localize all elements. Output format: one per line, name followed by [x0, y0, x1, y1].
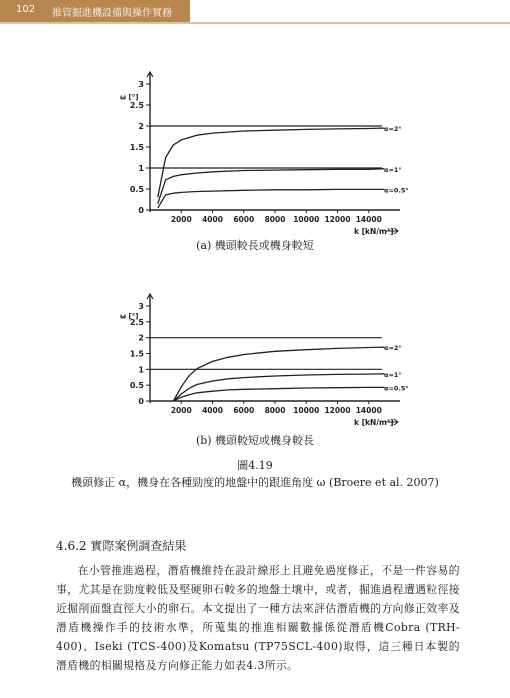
x-tick-label: 8000: [264, 215, 286, 224]
chart-a-svg: [118, 62, 409, 236]
y-tick-label: 1: [138, 365, 144, 375]
body-paragraph: 在小管推進過程，潛盾機維持在設計線形上且避免過度修正，不是一件容易的事，尤其是在勁度較低及堅硬卵石較多的地盤土壤中，或者，掘進過程遭遇粒徑接近掘削面盤直徑大小的卵石。本文提出了一種方法來評估潛盾機的方向修正效率及潛盾機操作手的技術水準，所蒐集的推進相關數據係從潛盾機Cobra (TRH-400)、Iseki (TCS-400)及Komatsu (TP75SCL-400)取得，這三種日本製的潛盾機的相關規格及方向修正能力如表4.3所示。: [56, 564, 460, 672]
body-text: [56, 561, 460, 675]
x-tick-label: 12000: [324, 406, 351, 415]
series-label-2: α=0.5°: [384, 186, 409, 195]
page-number: 102: [16, 4, 36, 15]
y-tick-label: 2.5: [129, 101, 144, 110]
y-tick-label: 0.5: [129, 185, 144, 194]
header-rule: [0, 22, 510, 24]
x-tick-label: 4000: [202, 215, 223, 224]
x-tick-label: 8000: [264, 406, 286, 415]
subcaption-a: (a) 機頭較長或機身較短: [196, 239, 314, 252]
y-tick-label: 1: [138, 164, 144, 173]
x-tick-label: 10000: [293, 406, 320, 415]
y-tick-label: 3: [138, 302, 144, 311]
y-tick-label: 2.5: [129, 317, 144, 327]
series-line-2: [158, 189, 385, 208]
y-axis-label: ω [°]: [120, 312, 139, 321]
series-label-2: α=0.5°: [384, 384, 409, 393]
x-axis-label: k [kN/m³]: [354, 418, 394, 427]
y-tick-label: 1.5: [129, 143, 144, 152]
x-tick-label: 4000: [202, 406, 223, 415]
x-tick-label: 14000: [355, 406, 382, 415]
chart-b-svg: [118, 286, 409, 427]
figure-number: 圖4.19: [237, 459, 273, 472]
series-line-1: [158, 169, 385, 204]
y-tick-label: 2: [138, 333, 144, 343]
series-label-1: α=1°: [384, 165, 402, 174]
x-tick-label: 2000: [170, 406, 192, 415]
x-axis-label: k [kN/m³]: [354, 227, 394, 236]
running-header: [0, 0, 190, 22]
series-label-0: α=2°: [384, 125, 402, 134]
y-axis-label: ω [°]: [120, 93, 139, 102]
series-line-0: [158, 128, 385, 197]
y-tick-label: 0: [138, 206, 144, 215]
y-tick-label: 0: [138, 397, 144, 406]
chart-b: [118, 286, 409, 427]
y-tick-label: 3: [138, 80, 144, 89]
x-tick-label: 14000: [355, 215, 382, 224]
x-tick-label: 6000: [233, 215, 255, 224]
x-tick-label: 12000: [324, 215, 351, 224]
subcaption-b: (b) 機頭較短或機身較長: [195, 434, 315, 447]
x-tick-label: 2000: [170, 215, 192, 224]
x-tick-label: 10000: [293, 215, 320, 224]
series-label-1: α=1°: [384, 370, 402, 379]
y-tick-label: 0.5: [129, 381, 144, 391]
x-tick-label: 6000: [233, 406, 255, 415]
section-heading: 4.6.2 實際案例調查結果: [56, 539, 187, 553]
y-tick-label: 2: [138, 122, 144, 131]
y-tick-label: 1.5: [129, 349, 144, 359]
series-line-2: [173, 387, 384, 401]
figure-caption: 機頭修正 α，機身在各種勁度的地盤中的跟進角度 ω (Broere et al. 2007): [71, 476, 439, 489]
chart-a: [118, 62, 409, 236]
book-title: 推管掘進機設備與操作實務: [52, 8, 172, 19]
series-label-0: α=2°: [384, 344, 402, 353]
